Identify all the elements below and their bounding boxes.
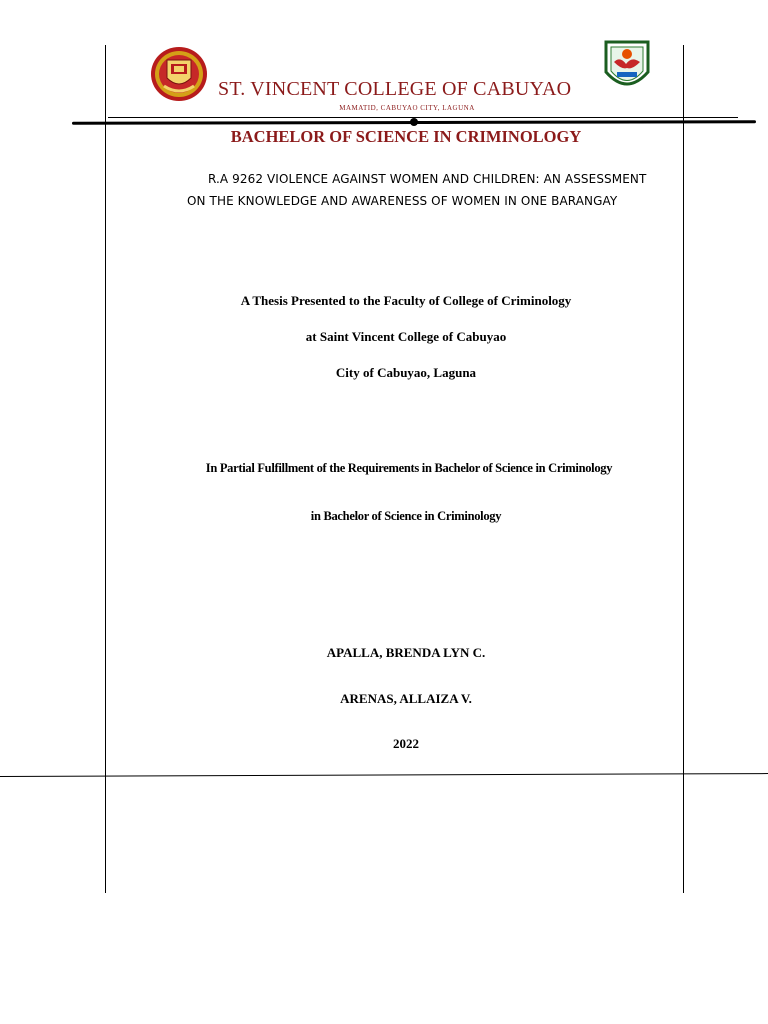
presentation-line-3: City of Cabuyao, Laguna [335,365,477,380]
bottom-rule [0,773,768,777]
fulfillment-line-1: In Partial Fulfillment of the Requirements in Bachelor of Science in Criminology [205,461,613,475]
presentation-line-2: at Saint Vincent College of Cabuyao [305,329,507,344]
fulfillment-line-2: in Bachelor of Science in Criminology [310,509,502,523]
thesis-title-line-2: ON THE KNOWLEDGE AND AWARENESS OF WOMEN IN ONE BARANGAY [187,194,618,208]
program-title: BACHELOR OF SCIENCE IN CRIMINOLOGY [230,127,582,146]
criminology-shield-icon [602,38,652,96]
author-1: APALLA, BRENDA LYN C. [326,645,486,660]
college-seal-icon [150,46,208,102]
thesis-title [150,168,670,212]
college-name: ST. VINCENT COLLEGE OF CABUYAO [218,78,572,100]
presentation-line-1: A Thesis Presented to the Faculty of College of Criminology [240,293,572,308]
college-address: MAMATID, CABUYAO CITY, LAGUNA [339,104,475,112]
author-2: ARENAS, ALLAIZA V. [340,691,472,706]
thesis-year: 2022 [393,736,419,751]
thesis-title-line-1: R.A 9262 VIOLENCE AGAINST WOMEN AND CHILDREN: AN ASSESSMENT [208,172,647,186]
header-rule-dot [410,118,418,126]
header-thin-rule [108,117,738,118]
